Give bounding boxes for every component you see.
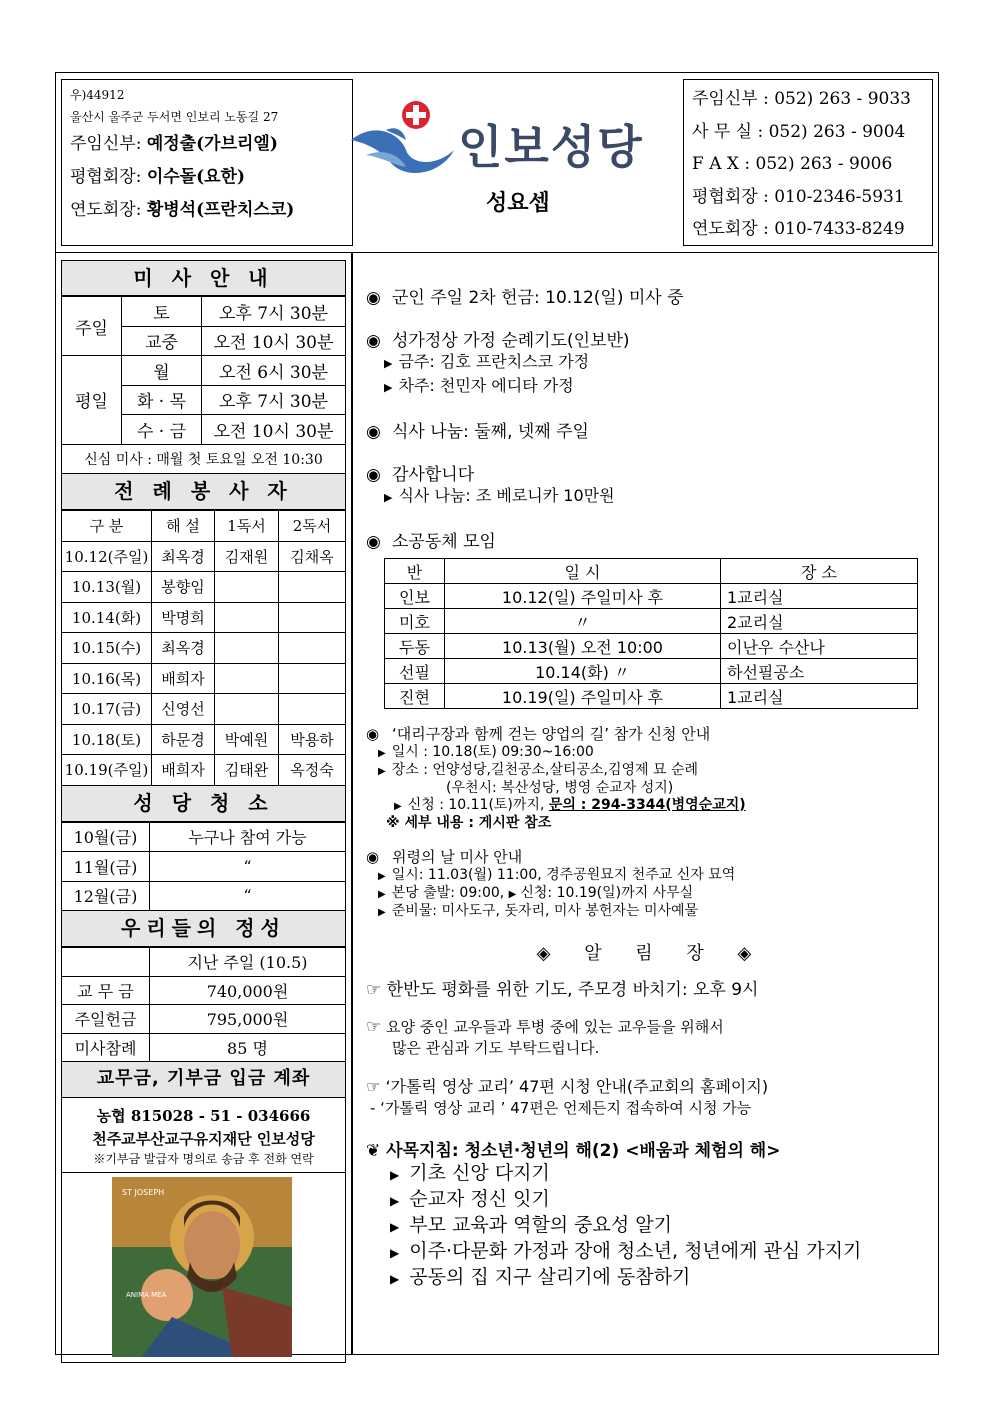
triangle-icon: ▶	[378, 766, 386, 777]
sub-text: 식사 나눔: 조 베로니카 10만원	[398, 486, 615, 505]
pastoral-guideline-list	[366, 1161, 936, 1291]
mass-title: 미 사 안 내	[61, 260, 346, 296]
group-cell: 10.14(화) 〃	[445, 659, 721, 684]
triangle-icon: ▶	[390, 1246, 400, 1260]
pastoral-item-text: 부모 교육과 역할의 중요성 알기	[409, 1214, 672, 1236]
group-cell: 미호	[385, 609, 445, 634]
ann-title: 성가정상 가정 순례기도(인보반)	[392, 331, 630, 351]
ann-title: 소공동체 모임	[392, 532, 496, 552]
pastoral-item	[366, 1213, 936, 1239]
bullseye-icon: ◉	[366, 331, 381, 351]
group-cell: 1교리실	[721, 684, 918, 709]
triangle-icon: ▶	[394, 801, 402, 812]
parish-info-box	[61, 79, 353, 246]
cleaning-row	[62, 852, 346, 882]
servers-title: 전 례 봉 사 자	[61, 474, 346, 510]
sub-text: 차주: 천민자 에디타 가정	[398, 376, 574, 395]
mass-day: 교중	[122, 326, 202, 356]
servers-cell: 박예원	[215, 724, 279, 755]
group-cell: 인보	[385, 584, 445, 609]
council-name: 이수돌(요한)	[146, 167, 246, 187]
offering-header: 지난 주일 (10.5)	[150, 948, 346, 977]
announcement-4	[366, 460, 936, 485]
triangle-icon: ▶	[378, 871, 386, 882]
ann-sub-item: (우천시: 복산성당, 병영 순교자 성지)	[446, 780, 674, 796]
right-column	[366, 273, 936, 1291]
council-row	[70, 161, 344, 194]
ann-title: 감사합니다	[392, 465, 475, 485]
servers-cell: 최옥경	[152, 633, 215, 664]
cleaning-cell: 11월(금)	[62, 852, 150, 882]
servers-cell: 10.19(주일)	[62, 755, 152, 786]
triangle-icon: ▶	[378, 889, 386, 900]
group-header: 반	[385, 559, 445, 584]
sub-text: 장소 : 언양성당,길천공소,살티공소,김영제 묘 순례	[391, 762, 699, 778]
cleaning-cell: “	[150, 852, 346, 882]
servers-cell	[279, 602, 346, 633]
offering-cell: 740,000원	[150, 976, 346, 1005]
fleuron-icon: ❦	[366, 1141, 381, 1161]
offering-table	[61, 947, 346, 1062]
sub-text: 준비물: 미사도구, 돗자리, 미사 봉헌자는 미사예물	[391, 903, 699, 919]
sub-text: 금주: 김호 프란치스코 가정	[398, 352, 590, 371]
cleaning-cell: 12월(금)	[62, 881, 150, 911]
notice-title: 한반도 평화를 위한 기도, 주모경 바치기:	[386, 980, 688, 1000]
triangle-icon: ▶	[384, 381, 393, 394]
triangle-icon: ▶	[390, 1194, 400, 1208]
servers-cell: 10.17(금)	[62, 694, 152, 725]
pastor-name: 예정출(가브리엘)	[146, 134, 278, 154]
triangle-icon: ▶	[378, 748, 386, 759]
ann-sub-item	[366, 375, 936, 399]
servers-cell: 봉향임	[152, 572, 215, 603]
devotion-mass-note: 신심 미사 : 매월 첫 토요일 오전 10:30	[62, 444, 346, 474]
mass-time: 오후 7시 30분	[202, 297, 346, 327]
cleaning-row	[62, 881, 346, 911]
ann-sub-item	[366, 903, 936, 921]
servers-cell	[279, 663, 346, 694]
bullseye-icon: ◉	[366, 725, 380, 743]
offering-cell: 85 명	[150, 1033, 346, 1062]
mass-schedule-table	[61, 296, 346, 474]
servers-cell	[279, 694, 346, 725]
account-title: 교무금, 기부금 입금 계좌	[61, 1062, 346, 1098]
notice-4	[366, 1136, 936, 1161]
announcement-3	[366, 417, 936, 442]
offering-cell: 교 무 금	[62, 976, 150, 1005]
bulletin-subtitle: 성요셉	[486, 190, 550, 216]
offering-row	[62, 1005, 346, 1034]
ann-sub-item: ※ 세부 내용 : 게시판 참조	[386, 815, 552, 831]
sub-text: 본당 출발: 09:00,	[391, 885, 505, 901]
pastoral-item	[366, 1161, 936, 1187]
account-number: 농협 815028 - 51 - 034666	[96, 1107, 311, 1125]
pastoral-item-text: 기초 신앙 다지기	[409, 1162, 550, 1184]
group-row	[385, 609, 918, 634]
bullseye-icon: ◉	[366, 422, 381, 442]
small-community-table	[384, 558, 918, 709]
group-cell: 선필	[385, 659, 445, 684]
mass-day: 화 · 목	[122, 385, 202, 415]
group-row	[385, 659, 918, 684]
mass-time: 오전 10시 30분	[202, 415, 346, 445]
header	[56, 73, 937, 253]
contact-line: 주임신부 : 052) 263 - 9033	[692, 89, 911, 109]
servers-row	[62, 663, 346, 694]
pastoral-item-text: 이주·다문화 가정과 장애 청소년, 청년에게 관심 가지기	[409, 1240, 862, 1262]
column-divider	[351, 253, 353, 1354]
group-cell: 이난우 수산나	[721, 634, 918, 659]
group-cell: 1교리실	[721, 584, 918, 609]
ann-title: ‘대리구장과 함께 걷는 양업의 길’ 참가 신청 안내	[392, 725, 711, 743]
bullseye-icon: ◉	[366, 288, 381, 308]
servers-cell: 옥정숙	[279, 755, 346, 786]
triangle-icon: ▶	[378, 907, 386, 918]
bulletin-frame	[55, 72, 939, 1355]
offering-cell: 미사참례	[62, 1033, 150, 1062]
pastoral-item-text: 공동의 집 지구 살리기에 동참하기	[409, 1266, 691, 1288]
postal-code: 우)44912	[70, 88, 125, 102]
church-name: 인보성당	[458, 120, 644, 174]
contact-box	[683, 79, 933, 246]
bullseye-icon: ◉	[366, 532, 381, 552]
servers-header: 구 분	[62, 511, 152, 542]
sunday-label: 주일	[62, 297, 122, 356]
group-cell: 10.13(월) 오전 10:00	[445, 634, 721, 659]
mass-day: 토	[122, 297, 202, 327]
ann-sub-item	[366, 867, 936, 885]
pastoral-item	[366, 1239, 936, 1265]
pointing-hand-icon: ☞	[366, 1077, 381, 1096]
servers-cell: 최옥경	[152, 541, 215, 572]
triangle-icon: ▶	[390, 1168, 400, 1182]
prayer-label: 연도회장:	[70, 200, 142, 220]
servers-row	[62, 602, 346, 633]
servers-row	[62, 694, 346, 725]
weekday-label: 평일	[62, 356, 122, 445]
group-cell: 두동	[385, 634, 445, 659]
pastor-row	[70, 128, 344, 161]
notice-text: 요양 중인 교우들과 투병 중에 있는 교우들을 위해서	[386, 1018, 724, 1036]
ann-sub-item	[366, 797, 936, 815]
servers-cell: 박명희	[152, 602, 215, 633]
triangle-icon: ▶	[508, 889, 517, 900]
ann-sub-item	[366, 744, 936, 762]
announcement-7	[366, 846, 936, 867]
servers-cell: 10.12(주일)	[62, 541, 152, 572]
pastoral-item-text: 순교자 정신 잇기	[409, 1188, 550, 1210]
bullseye-icon: ◉	[366, 465, 381, 485]
sub-text: 일시 : 10.18(토) 09:30~16:00	[391, 744, 594, 760]
servers-header: 해 설	[152, 511, 215, 542]
cleaning-row	[62, 822, 346, 852]
ann-title: 식사 나눔:	[392, 422, 469, 442]
announcement-1	[366, 283, 936, 308]
notice-2-line2: 많은 관심과 기도 부탁드립니다.	[392, 1039, 600, 1057]
servers-row	[62, 541, 346, 572]
servers-cell: 10.13(월)	[62, 572, 152, 603]
ann-sub-item	[366, 762, 936, 780]
offering-empty-cell	[62, 948, 150, 977]
servers-row	[62, 572, 346, 603]
group-cell: 10.12(일) 주일미사 후	[445, 584, 721, 609]
inquiry-contact: 문의 : 294-3344(병영순교지)	[548, 797, 746, 813]
servers-row	[62, 755, 346, 786]
triangle-icon: ▶	[390, 1272, 400, 1286]
group-row	[385, 584, 918, 609]
announcement-6	[366, 723, 936, 744]
servers-header: 2독서	[279, 511, 346, 542]
offering-title: 우리들의 정성	[61, 911, 346, 947]
mass-time: 오전 10시 30분	[202, 326, 346, 356]
church-logo-area	[346, 83, 696, 248]
offering-row	[62, 1033, 346, 1062]
servers-row	[62, 633, 346, 664]
group-cell: 10.19(일) 주일미사 후	[445, 684, 721, 709]
announcement-2	[366, 326, 936, 351]
servers-cell	[215, 633, 279, 664]
servers-cell: 김채옥	[279, 541, 346, 572]
notice-3-detail: - ‘가톨릭 영상 교리 ’ 47편은 언제든지 접속하여 시청 가능	[370, 1099, 752, 1117]
triangle-icon: ▶	[384, 491, 393, 504]
notice-title: ‘가톨릭 영상 교리’ 47편 시청 안내(주교회의 홈페이지)	[385, 1077, 769, 1096]
ann-detail: 둘째, 넷째 주일	[474, 422, 589, 442]
mass-day: 월	[122, 356, 202, 386]
cleaning-title: 성 당 청 소	[61, 786, 346, 822]
saint-joseph-icon	[112, 1177, 292, 1357]
pastor-label: 주임신부:	[70, 134, 142, 154]
cleaning-cell: 누구나 참여 가능	[150, 822, 346, 852]
servers-cell	[279, 572, 346, 603]
contact-line: 사 무 실 : 052) 263 - 9004	[692, 121, 906, 142]
servers-cell: 하문경	[152, 724, 215, 755]
servers-cell: 김재원	[215, 541, 279, 572]
cleaning-cell: 10월(금)	[62, 822, 150, 852]
notice-title: 사목지침: 청소년·청년의 해(2) <배움과 체험의 해>	[386, 1141, 781, 1161]
servers-row	[62, 724, 346, 755]
servers-cell: 10.18(토)	[62, 724, 152, 755]
group-row	[385, 684, 918, 709]
pastoral-item	[366, 1187, 936, 1213]
servers-cell	[215, 663, 279, 694]
sub-text: 일시: 11.03(월) 11:00, 경주공원묘지 천주교 신자 묘역	[391, 867, 736, 883]
notice-heading: ◈ 알 림 장 ◈	[536, 943, 766, 964]
group-cell: 〃	[445, 609, 721, 634]
pointing-hand-icon: ☞	[366, 1017, 382, 1037]
prayer-row	[70, 194, 344, 227]
servers-header-row	[62, 511, 346, 542]
icon-label-side: ANIMA MEA	[126, 1291, 167, 1299]
group-header: 장 소	[721, 559, 918, 584]
address: 울산시 울주군 두서면 인보리 노동길 27	[70, 110, 279, 124]
icon-image-box	[61, 1173, 346, 1363]
servers-cell: 10.14(화)	[62, 602, 152, 633]
servers-cell: 김태완	[215, 755, 279, 786]
group-header-row	[385, 559, 918, 584]
servers-header: 1독서	[215, 511, 279, 542]
servers-cell: 10.15(수)	[62, 633, 152, 664]
contact-line: 평협회장 : 010-2346-5931	[692, 186, 905, 207]
left-column	[61, 260, 346, 1363]
account-note: ※기부금 발급자 명의로 송금 후 전화 연락	[93, 1152, 314, 1166]
pastoral-item	[366, 1265, 936, 1291]
group-cell: 진현	[385, 684, 445, 709]
group-row	[385, 634, 918, 659]
notice-1	[366, 975, 936, 1000]
offering-cell: 주일헌금	[62, 1005, 150, 1034]
servers-table	[61, 510, 346, 786]
contact-line: 연도회장 : 010-7433-8249	[692, 219, 905, 239]
bullseye-icon: ◉	[366, 848, 380, 866]
sub-text: 신청: 10.19(일)까지 사무실	[520, 885, 694, 901]
servers-cell	[215, 694, 279, 725]
group-cell: 하선필공소	[721, 659, 918, 684]
account-box	[61, 1098, 346, 1173]
contact-line: F A X : 052) 263 - 9006	[692, 154, 893, 174]
offering-cell: 795,000원	[150, 1005, 346, 1034]
triangle-icon: ▶	[390, 1220, 400, 1234]
ann-sub-item	[366, 885, 936, 903]
notice-3	[366, 1074, 936, 1097]
pointing-hand-icon: ☞	[366, 980, 382, 1000]
prayer-name: 황병석(프란치스코)	[146, 200, 295, 220]
notice-detail: 오후 9시	[692, 980, 759, 1000]
mass-time: 오전 6시 30분	[202, 356, 346, 386]
triangle-icon: ▶	[384, 357, 393, 370]
announcement-5	[366, 527, 936, 552]
servers-cell	[215, 602, 279, 633]
servers-cell	[215, 572, 279, 603]
account-holder: 천주교부산교구유지재단 인보성당	[92, 1130, 315, 1148]
notice-2	[366, 1016, 936, 1037]
servers-cell: 배희자	[152, 663, 215, 694]
servers-cell: 신영선	[152, 694, 215, 725]
mass-time: 오후 7시 30분	[202, 385, 346, 415]
ann-sub-item	[366, 485, 936, 509]
ann-title: 군인 주일 2차 헌금:	[392, 288, 540, 308]
cleaning-table	[61, 822, 346, 912]
ann-sub-item	[366, 351, 936, 375]
servers-cell: 박용하	[279, 724, 346, 755]
church-logo-icon	[346, 95, 461, 180]
servers-cell	[279, 633, 346, 664]
icon-label-top: ST JOSEPH	[122, 1188, 165, 1197]
cleaning-cell: “	[150, 881, 346, 911]
council-label: 평협회장:	[70, 167, 142, 187]
mass-day: 수 · 금	[122, 415, 202, 445]
servers-cell: 10.16(목)	[62, 663, 152, 694]
ann-detail: 10.12(일) 미사 중	[545, 288, 684, 308]
servers-cell: 배희자	[152, 755, 215, 786]
group-cell: 2교리실	[721, 609, 918, 634]
ann-title: 위령의 날 미사 안내	[392, 848, 523, 866]
offering-row	[62, 976, 346, 1005]
group-header: 일 시	[445, 559, 721, 584]
sub-text: 신청 : 10.11(토)까지,	[407, 797, 545, 813]
